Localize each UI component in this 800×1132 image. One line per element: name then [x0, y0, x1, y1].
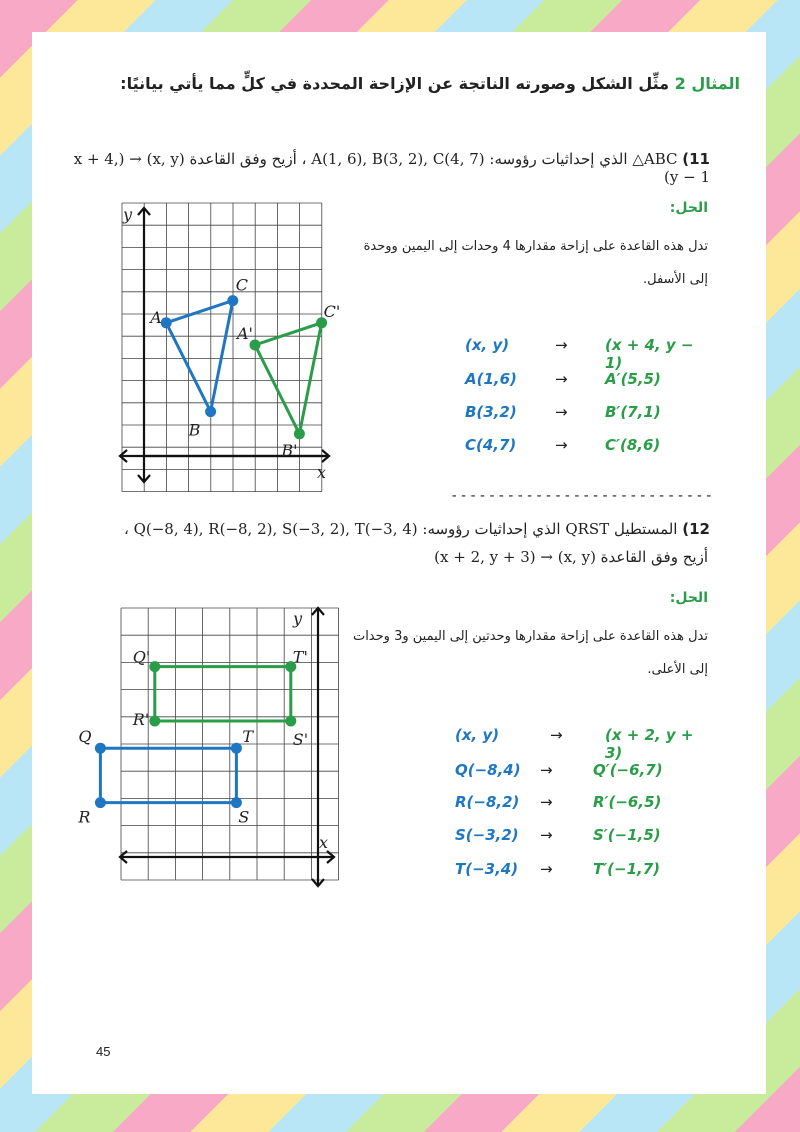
x-axis-label: x [319, 833, 329, 852]
map1-row-b [465, 403, 715, 425]
vertex-r [95, 797, 106, 808]
vertex-b [205, 406, 216, 417]
vertex-c [227, 295, 238, 306]
map1-row-c-arrow: → [555, 436, 568, 454]
shape-outline [255, 323, 322, 434]
page-number: 45 [96, 1044, 111, 1059]
map2-row-r-from: R(−8,2) [455, 793, 520, 811]
graph-triangle [117, 200, 339, 490]
map2-row-s-arrow: → [540, 826, 553, 844]
example-heading [100, 74, 740, 93]
section-divider: ---------------------------- [450, 488, 715, 504]
vertex-a [161, 317, 172, 328]
vertex-label-r-prime: R' [132, 710, 150, 729]
map2-row-s [455, 826, 715, 848]
vertex-s [231, 797, 242, 808]
map1-row-a [465, 370, 715, 392]
map1-header-arrow: → [555, 336, 568, 354]
vertex-b-prime [294, 428, 305, 439]
map1-row-b-to: B′(7,1) [605, 403, 661, 421]
vertex-label-q-prime: Q' [132, 647, 151, 667]
map2-row-t-to: T′(−1,7) [593, 860, 661, 878]
vertex-t [231, 743, 242, 754]
map2-header-from: (x, y) [455, 726, 500, 744]
problem-11-number: 11) [682, 150, 710, 168]
y-axis-label: y [293, 609, 303, 628]
map2-row-s-to: S′(−1,5) [593, 826, 661, 844]
vertex-label-s-prime: S' [292, 730, 309, 749]
vertex-q-prime [149, 661, 160, 672]
map2-row-r-to: R′(−6,5) [593, 793, 662, 811]
map2-row-q-arrow: → [540, 761, 553, 779]
example-number: المثال 2 [674, 74, 740, 93]
map1-row-b-from: B(3,2) [465, 403, 517, 421]
vertex-label-t: T [242, 727, 254, 747]
vertex-label-b: B [188, 420, 201, 440]
shape-outline [166, 301, 233, 412]
problem-12-number: 12) [682, 520, 710, 538]
problem-12-rule: أزيح وفق القاعدة (x, y) → (x + 2, y + 3) [434, 548, 708, 566]
map2-row-s-from: S(−3,2) [455, 826, 519, 844]
map1-header-to: (x + 4, y − 1) [605, 336, 694, 372]
problem-12-line1: المستطيل QRST الذي إحداثيات رؤوسه: Q(−8, 4), R(−8, 2), S(−3, 2), T(−3, 4) ، [123, 520, 678, 538]
vertex-label-b-prime: B' [281, 440, 298, 460]
vertex-label-a: A [150, 307, 162, 327]
vertex-label-q: Q [78, 727, 92, 747]
example-instruction: مثِّل الشكل وصورته الناتجة عن الإزاحة المحددة في كلٍّ مما يأتي بيانيًا: [120, 74, 670, 93]
map2-header [455, 726, 715, 762]
vertex-label-c: C [235, 275, 249, 295]
vertex-label-a-prime: A' [237, 324, 253, 343]
map2-row-r [455, 793, 715, 815]
x-axis-label: x [317, 463, 327, 482]
vertex-s-prime [285, 716, 296, 727]
map2-row-q-from: Q(−8,4) [455, 761, 521, 779]
map2-row-q [455, 761, 715, 783]
map1-header-from: (x, y) [465, 336, 510, 354]
solution-label-1: الحل: [669, 200, 708, 216]
map1-row-a-to: A′(5,5) [605, 370, 661, 388]
map2-row-q-to: Q′(−6,7) [593, 761, 663, 779]
vertex-label-s: S [238, 807, 250, 827]
map1-row-c-from: C(4,7) [465, 436, 517, 454]
problem-12 [50, 520, 710, 538]
vertex-q [95, 743, 106, 754]
map2-row-t-from: T(−3,4) [455, 860, 519, 878]
map2-header-arrow: → [550, 726, 563, 744]
map1-row-b-arrow: → [555, 403, 568, 421]
map2-row-r-arrow: → [540, 793, 553, 811]
map1-row-c-to: C′(8,6) [605, 436, 661, 454]
triangle-shapes [148, 276, 340, 460]
vertex-label-c-prime: C' [323, 301, 341, 321]
map1-row-a-from: A(1,6) [465, 370, 517, 388]
explanation-1: تدل هذه القاعدة على إزاحة مقدارها 4 وحدات إلى اليمين ووحدة إلى الأسفل. [363, 239, 708, 287]
map1-header [465, 336, 715, 372]
map1-row-c [465, 436, 715, 458]
vertex-label-r: R [78, 807, 91, 827]
problem-11 [70, 150, 710, 186]
solution-label-2: الحل: [669, 590, 708, 606]
map2-row-t-arrow: → [540, 860, 553, 878]
graph-rectangle [78, 604, 339, 894]
y-axis-label: y [123, 205, 133, 224]
map1-row-a-arrow: → [555, 370, 568, 388]
explanation-2: تدل هذه القاعدة على إزاحة مقدارها وحدتين إلى اليمين و3 وحدات إلى الأعلى. [352, 629, 708, 677]
map2-header-to: (x + 2, y + 3) [605, 726, 694, 762]
problem-11-text: ABC△ الذي إحداثيات رؤوسه: A(1, 6), B(3, 2), C(4, 7) ، أزيح وفق القاعدة (x, y) → (x + 4, y − 1) [73, 150, 710, 186]
vertex-r-prime [149, 716, 160, 727]
map2-row-t [455, 860, 715, 882]
vertex-label-t-prime: T' [292, 647, 308, 667]
